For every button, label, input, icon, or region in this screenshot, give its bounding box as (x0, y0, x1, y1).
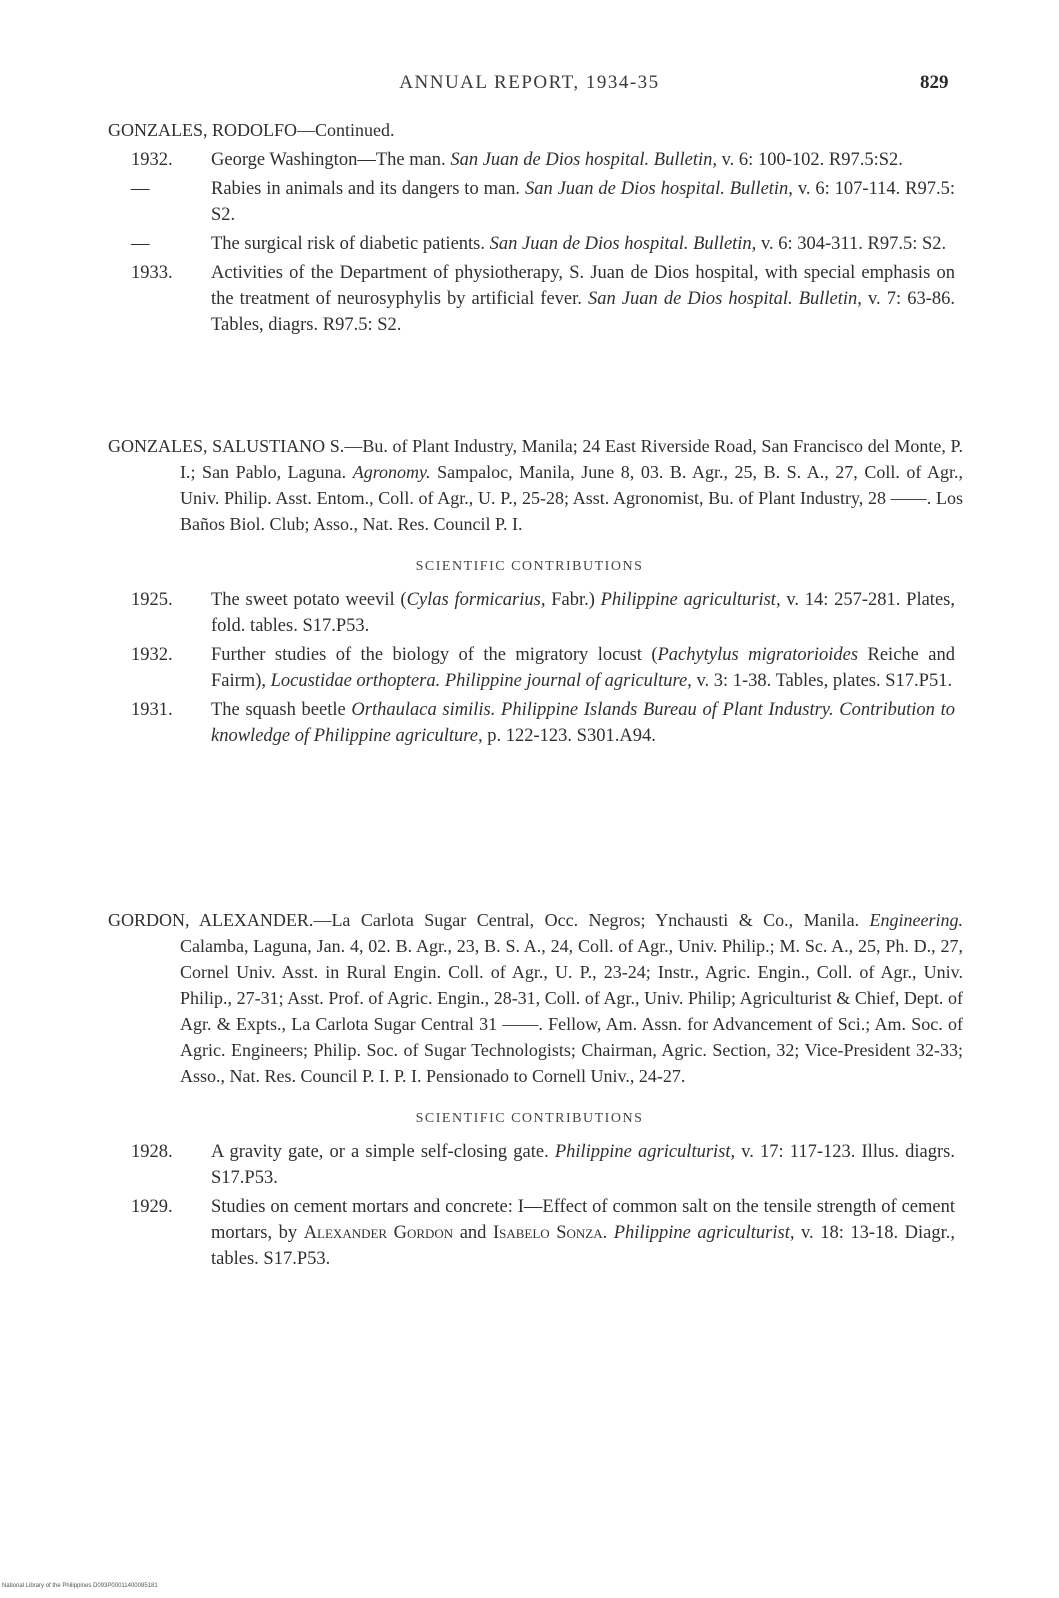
entry-citation: Locustidae orthoptera. Philippine journal of agriculture, (270, 671, 692, 691)
footer-attribution: National Library of the Philippines D093P00011400085181 (2, 1583, 158, 1589)
entry-year: — (131, 179, 150, 199)
bibliography-entry (131, 587, 955, 639)
bibliography-entry (131, 176, 955, 228)
author-field: Agronomy. (352, 462, 431, 482)
entry-text: Fabr.) (545, 590, 601, 610)
entry-citation: San Juan de Dios hospital. Bulletin, (524, 179, 793, 199)
entry-text: v. 18: 13-18. Diagr., tables. S17.P53. (211, 1223, 956, 1269)
entry-year: 1931. (131, 700, 173, 720)
entry-text: The squash beetle (211, 700, 352, 720)
author-name: GONZALES, SALUSTIANO S. (108, 436, 345, 456)
entry-year: 1928. (131, 1142, 173, 1162)
entry-text: Isabelo Sonza. (492, 1223, 608, 1243)
entry-text: v. 6: 107-114. R97.5: S2. (211, 179, 955, 225)
entry-list (0, 587, 1059, 749)
bibliography-entry (131, 697, 955, 749)
author-block-gordon-alexander (0, 907, 1059, 1275)
entry-year: — (131, 234, 150, 254)
entry-year: 1925. (131, 590, 173, 610)
entry-text: George Washington—The man. (211, 150, 451, 170)
author-field: Engineering. (869, 910, 963, 930)
entry-text: Alexander Gordon (303, 1223, 454, 1243)
entry-text: v. 14: 257-281. Plates, fold. tables. S17.P53. (211, 590, 955, 636)
entry-citation: San Juan de Dios hospital. Bulletin, (489, 234, 757, 254)
entry-text: Further studies of the biology of the migratory locust ( (211, 645, 658, 665)
bibliography-entry (131, 147, 955, 173)
entry-citation: Pachytylus migratorioides (657, 645, 859, 665)
entry-text: v. 6: 100-102. R97.5:S2. (717, 150, 903, 170)
entry-list (0, 147, 1059, 338)
entry-citation: Philippine agriculturist, (613, 1223, 795, 1243)
entry-citation: Cylas formicarius, (406, 590, 546, 610)
author-block-gonzales-salustiano (0, 433, 1059, 752)
entry-year: 1932. (131, 645, 173, 665)
bibliography-entry (131, 231, 955, 257)
author-affiliation: —Bu. of Plant Industry, Manila; 24 East Riverside Road, San Francisco del Monte, P. I.; San Pablo, Laguna. (180, 436, 963, 482)
bibliography-entry (131, 260, 956, 338)
running-head: ANNUAL REPORT, 1934-35 (399, 72, 660, 93)
bibliography-entry (131, 1139, 955, 1191)
entry-text: v. 17: 117-123. Illus. diagrs. S17.P53. (211, 1142, 955, 1188)
entry-year: 1929. (131, 1197, 173, 1217)
entry-year: 1932. (131, 150, 173, 170)
author-career: Calamba, Laguna, Jan. 4, 02. B. Agr., 23, B. S. A., 24, Coll. of Agr., Univ. Philip.; M. Sc. A., 25, Ph. D., 27, Cornel Univ. Asst. in Rural Engin. Coll. of Agr., U. P., 23-24; Instr., Agric. Engin., Coll. of Agr., Univ. Philip., 27-31; Asst. Prof. of Agric. Engin., 28-31, Coll. of Agr., Univ. Philip; Agriculturist & Chief, Dept. of Agr. & Expts., La Carlota Sugar Central 31 ——. Fellow, Am. Assn. for Advancement of Sci.; Am. Soc. of Agric. Engineers; Philip. Soc. of Sugar Technologists; Chairman, Agric. Section, 32; Vice-President 32-33; Asso., Nat. Res. Council P. I. P. I. Pensionado to Cornell Univ., 24-27. (180, 936, 963, 1086)
entry-text: v. 7: 63-86. Tables, diagrs. R97.5: S2. (211, 289, 956, 335)
entry-text: The sweet potato weevil ( (211, 590, 407, 610)
entry-citation: Orthaulaca similis. Philippine Islands Bureau of Plant Industry. Contribution to knowledge of Philippine agriculture, (211, 700, 955, 746)
entry-text: Studies on cement mortars and concrete: I—Effect of common salt on the tensile strength of cement mortars, by (211, 1197, 955, 1243)
entry-text: Reiche and Fairm), (211, 645, 955, 691)
author-career: Sampaloc, Manila, June 8, 03. B. Agr., 25, B. S. A., 27, Coll. of Agr., Univ. Philip. Asst. Entom., Coll. of Agr., U. P., 25-28; Asst. Agronomist, Bu. of Plant Industry, 28 ——. Los Baños Biol. Club; Asso., Nat. Res. Council P. I. (180, 462, 963, 534)
author-name: GORDON, ALEXANDER. (108, 910, 314, 930)
entry-citation: San Juan de Dios hospital. Bulletin, (450, 150, 717, 170)
page-number: 829 (920, 72, 949, 93)
entry-text: p. 122-123. S301.A94. (482, 726, 656, 746)
section-title: SCIENTIFIC CONTRIBUTIONS (415, 1111, 644, 1126)
entry-text: A gravity gate, or a simple self-closing gate. (211, 1142, 555, 1162)
author-block-gonzales-rodolfo (0, 117, 1059, 341)
entry-citation: Philippine agriculturist, (554, 1142, 736, 1162)
entry-text: and (453, 1223, 493, 1243)
entry-list (0, 1139, 1059, 1272)
section-title: SCIENTIFIC CONTRIBUTIONS (415, 559, 644, 574)
author-affiliation: —La Carlota Sugar Central, Occ. Negros; Ynchausti & Co., Manila. (313, 910, 870, 930)
entry-citation: San Juan de Dios hospital. Bulletin, (587, 289, 862, 309)
entry-text: Activities of the Department of physiotherapy, S. Juan de Dios hospital, with special emphasis on the treatment of neurosyphylis by artificial fever. (211, 263, 955, 309)
entry-text: Rabies in animals and its dangers to man. (211, 179, 525, 199)
author-heading: GONZALES, RODOLFO—Continued. (108, 120, 395, 140)
bibliography-entry (131, 1194, 956, 1272)
author-bio (108, 907, 963, 1089)
bibliography-entry (131, 642, 955, 694)
entry-year: 1933. (131, 263, 173, 283)
entry-citation: Philippine agriculturist, (600, 590, 781, 610)
entry-text: The surgical risk of diabetic patients. (211, 234, 490, 254)
entry-text: v. 6: 304-311. R97.5: S2. (756, 234, 947, 254)
entry-text: v. 3: 1-38. Tables, plates. S17.P51. (691, 671, 953, 691)
author-bio (108, 433, 963, 537)
